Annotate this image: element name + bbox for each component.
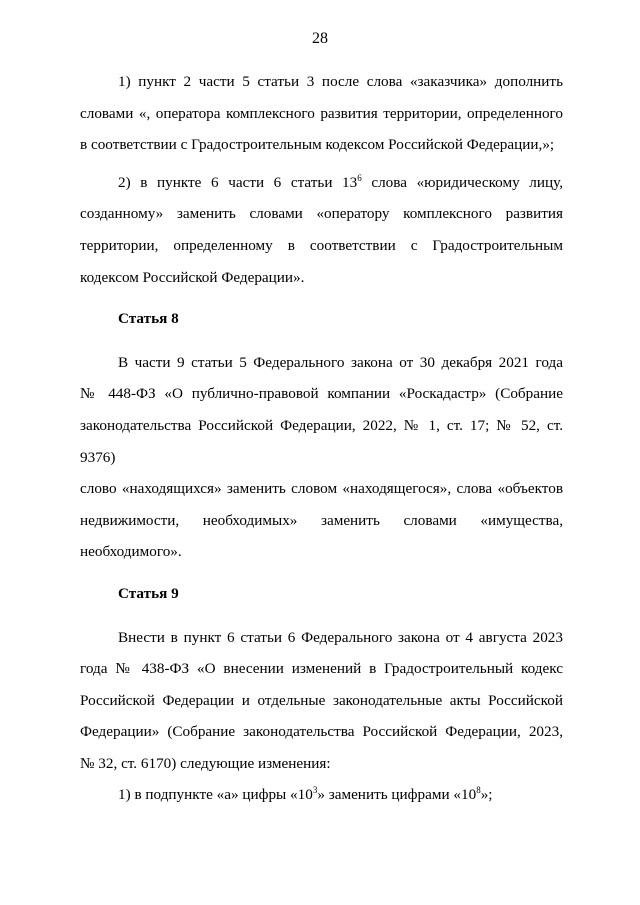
article-8-heading: Статья 8 <box>118 310 179 328</box>
text-line: необходимого». <box>80 543 182 561</box>
text-line: года № 438-ФЗ «О внесении изменений в Градостроительный кодекс <box>80 660 563 678</box>
superscript: 8 <box>476 785 481 796</box>
text-line: словами «, оператора комплексного развития территории, определенного <box>80 104 563 122</box>
article-9-paragraph <box>80 622 563 780</box>
article-9-item-1 <box>80 779 563 811</box>
text-line: № 448-ФЗ «О публично-правовой компании «Роскадастр» (Собрание <box>80 385 563 403</box>
text-fragment: слова «юридическому лицу, <box>361 173 563 191</box>
text-line: Федерации» (Собрание законодательства Российской Федерации, 2023, <box>80 723 563 741</box>
text-line: В части 9 статьи 5 Федерального закона от 30 декабря 2021 года <box>118 353 563 371</box>
text-line: Российской Федерации и отдельные законодательные акты Российской <box>80 691 563 709</box>
text-line: кодексом Российской Федерации». <box>80 268 305 286</box>
text-line: Внести в пункт 6 статьи 6 Федерального закона от 4 августа 2023 <box>118 628 563 646</box>
superscript: 6 <box>357 172 362 183</box>
text-line: законодательства Российской Федерации, 2022, № 1, ст. 17; № 52, ст. 9376) <box>80 416 563 466</box>
text-line <box>80 779 563 811</box>
text-line <box>80 167 563 199</box>
text-line: слово «находящихся» заменить словом «находящегося», слова «объектов <box>80 480 563 498</box>
text-line: недвижимости, необходимых» заменить словами «имущества, <box>80 511 563 529</box>
paragraph-item-1 <box>80 66 563 161</box>
text-fragment: 2) в пункте 6 части 6 статьи 13 <box>118 173 358 191</box>
text-line: 1) пункт 2 части 5 статьи 3 после слова «заказчика» дополнить <box>118 73 563 90</box>
text-fragment: 1) в подпункте «а» цифры «10 <box>118 786 313 804</box>
text-line: в соответствии с Градостроительным кодексом Российской Федерации,»; <box>80 136 555 154</box>
text-line: созданному» заменить словами «оператору комплексного развития <box>80 205 563 223</box>
text-line: № 32, ст. 6170) следующие изменения: <box>80 754 331 772</box>
text-line: территории, определенному в соответствии с Градостроительным <box>80 236 563 254</box>
superscript: 3 <box>312 785 318 796</box>
paragraph-item-2 <box>80 167 563 293</box>
article-8-paragraph <box>80 347 563 568</box>
text-fragment: » заменить цифрами «10 <box>317 786 477 804</box>
article-9-heading: Статья 9 <box>118 584 179 602</box>
page-number: 28 <box>312 30 328 47</box>
document-body <box>80 66 563 811</box>
text-fragment: »; <box>480 786 493 804</box>
